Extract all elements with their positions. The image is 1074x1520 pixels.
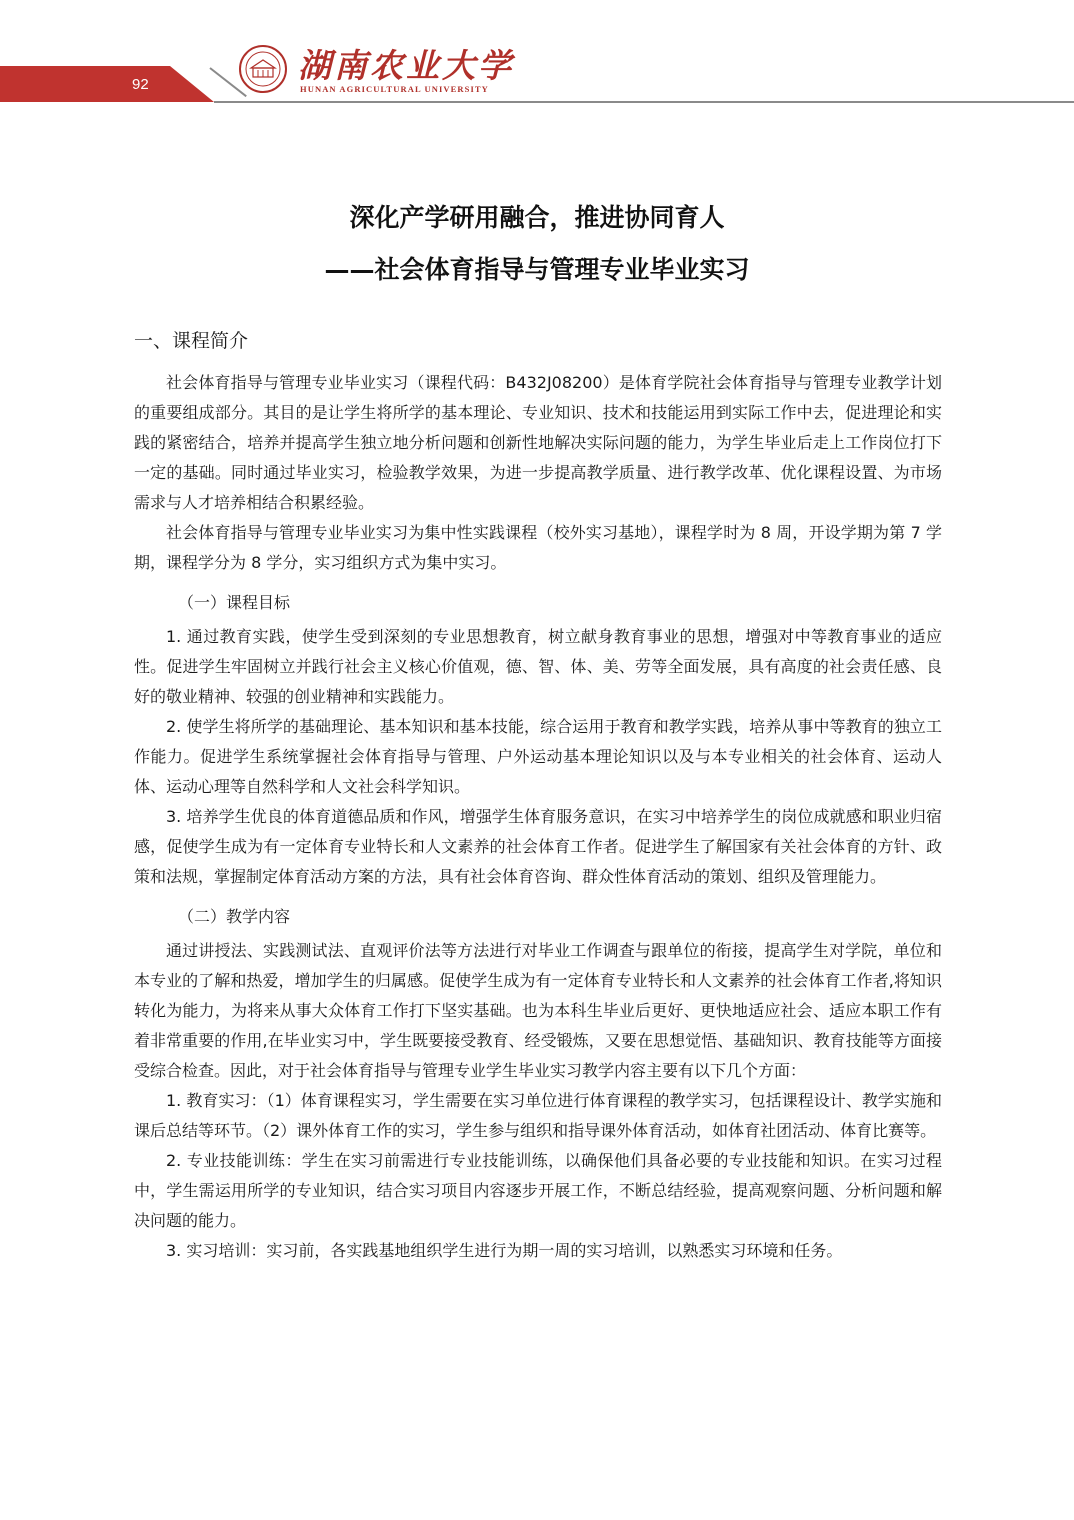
subsection-heading: （一）课程目标 xyxy=(178,593,291,612)
list-item: 2. 专业技能训练：学生在实习前需进行专业技能训练，以确保他们具备必要的专业技能和知识。在实习过程中，学生需运用所学的专业知识，结合实习项目内容逐步开展工作，不断总结经验，提高观察问题、分析问题和解决问题的能力。 xyxy=(134,1151,942,1230)
page-subtitle: ——社会体育指导与管理专业毕业实习 xyxy=(324,255,750,284)
list-item: 1. 通过教育实践，使学生受到深刻的专业思想教育，树立献身教育事业的思想，增强对中等教育事业的适应性。促进学生牢固树立并践行社会主义核心价值观，德、智、体、美、劳等全面发展，具有高度的社会责任感、良好的敬业精神、较强的创业精神和实践能力。 xyxy=(134,627,942,706)
section-heading: 一、课程简介 xyxy=(134,330,249,352)
page-header xyxy=(0,0,1074,120)
list-item: 2. 使学生将所学的基础理论、基本知识和基本技能，综合运用于教育和教学实践，培养从事中等教育的独立工作能力。促进学生系统掌握社会体育指导与管理、户外运动基本理论知识以及与本专业相关的社会体育、运动人体、运动心理等自然科学和人文社会科学知识。 xyxy=(134,717,942,796)
list-item: 3. 培养学生优良的体育道德品质和作风，增强学生体育服务意识，在实习中培养学生的岗位成就感和职业归宿感，促使学生成为有一定体育专业特长和人文素养的社会体育工作者。促进学生了解国家有关社会体育的方针、政策和法规，掌握制定体育活动方案的方法，具有社会体育咨询、群众性体育活动的策划、组织及管理能力。 xyxy=(134,807,942,886)
page-number-band xyxy=(0,66,214,102)
list-item: 3. 实习培训：实习前，各实践基地组织学生进行为期一周的实习培训，以熟悉实习环境和任务。 xyxy=(166,1241,843,1260)
paragraph: 社会体育指导与管理专业毕业实习（课程代码：B432J08200）是体育学院社会体育指导与管理专业教学计划的重要组成部分。其目的是让学生将所学的基本理论、专业知识、技术和技能运用到实际工作中去，促进理论和实践的紧密结合，培养并提高学生独立地分析问题和创新性地解决实际问题的能力，为学生毕业后走上工作岗位打下一定的基础。同时通过毕业实习，检验教学效果，为进一步提高教学质量、进行教学改革、优化课程设置、为市场需求与人才培养相结合积累经验。 xyxy=(134,373,942,512)
page-number: 92 xyxy=(132,76,149,93)
header-rule xyxy=(214,101,1074,103)
university-seal-icon xyxy=(238,44,288,94)
university-logo-en: HUNAN AGRICULTURAL UNIVERSITY xyxy=(300,84,489,94)
page-title: 深化产学研用融合，推进协同育人 xyxy=(349,203,725,232)
university-logo-cn: 湖南农业大学 xyxy=(298,46,514,85)
paragraph: 通过讲授法、实践测试法、直观评价法等方法进行对毕业工作调查与跟单位的衔接，提高学生对学院，单位和本专业的了解和热爱，增加学生的归属感。促使学生成为有一定体育专业特长和人文素养的社会体育工作者,将知识转化为能力，为将来从事大众体育工作打下坚实基础。也为本科生毕业后更好、更快地适应社会、适应本职工作有着非常重要的作用,在毕业实习中，学生既要接受教育、经受锻炼，又要在思想觉悟、基础知识、教育技能等方面接受综合检查。因此，对于社会体育指导与管理专业学生毕业实习教学内容主要有以下几个方面： xyxy=(134,941,942,1080)
main-content xyxy=(134,326,942,1266)
list-item: 1. 教育实习：（1）体育课程实习，学生需要在实习单位进行体育课程的教学实习，包括课程设计、教学实施和课后总结等环节。（2）课外体育工作的实习，学生参与组织和指导课外体育活动，如体育社团活动、体育比赛等。 xyxy=(134,1091,942,1140)
subsection-heading: （二）教学内容 xyxy=(178,907,291,926)
paragraph: 社会体育指导与管理专业毕业实习为集中性实践课程（校外实习基地），课程学时为 8 周，开设学期为第 7 学期，课程学分为 8 学分，实习组织方式为集中实习。 xyxy=(134,523,942,572)
